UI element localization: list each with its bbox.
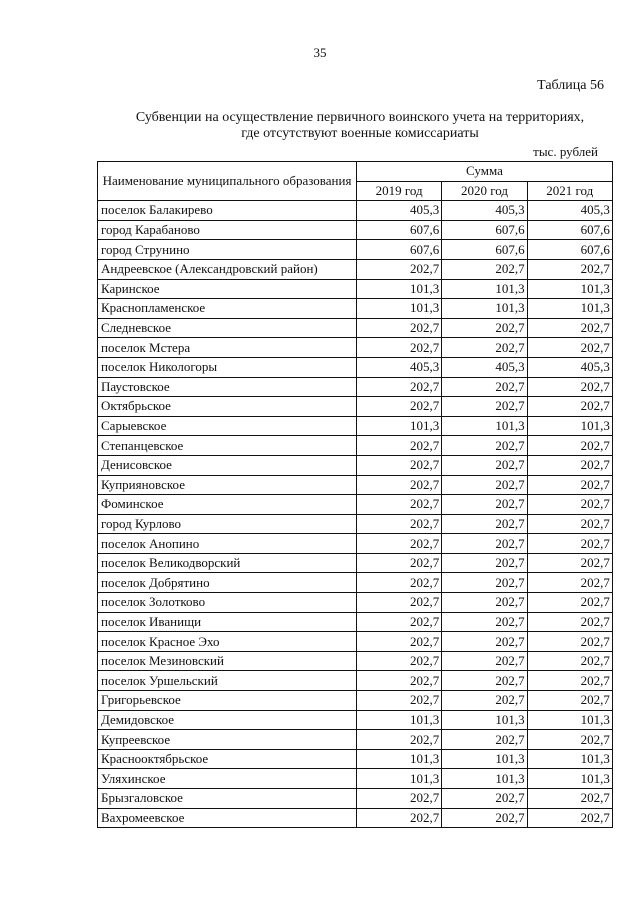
amount-cell-2020: 202,7 bbox=[442, 377, 527, 397]
municipality-name-cell: Григорьевское bbox=[98, 691, 357, 711]
amount-cell-2020: 101,3 bbox=[442, 769, 527, 789]
table-row bbox=[98, 436, 613, 456]
amount-cell-2021: 202,7 bbox=[527, 475, 612, 495]
municipality-name-cell: Андреевское (Александровский район) bbox=[98, 259, 357, 279]
municipality-name-cell: Краснооктябрьское bbox=[98, 749, 357, 769]
amount-cell-2019: 202,7 bbox=[357, 632, 442, 652]
amount-cell-2021: 101,3 bbox=[527, 416, 612, 436]
municipality-name-cell: город Карабаново bbox=[98, 220, 357, 240]
municipality-name-cell: поселок Никологоры bbox=[98, 357, 357, 377]
table-row bbox=[98, 220, 613, 240]
municipality-name-cell: поселок Иванищи bbox=[98, 612, 357, 632]
amount-cell-2020: 405,3 bbox=[442, 201, 527, 221]
amount-cell-2019: 202,7 bbox=[357, 495, 442, 515]
amount-cell-2020: 202,7 bbox=[442, 808, 527, 828]
amount-cell-2019: 202,7 bbox=[357, 377, 442, 397]
amount-cell-2020: 607,6 bbox=[442, 220, 527, 240]
amount-cell-2019: 202,7 bbox=[357, 612, 442, 632]
municipality-name-cell: Уляхинское bbox=[98, 769, 357, 789]
municipality-name-cell: поселок Красное Эхо bbox=[98, 632, 357, 652]
amount-cell-2021: 607,6 bbox=[527, 220, 612, 240]
amount-cell-2019: 202,7 bbox=[357, 475, 442, 495]
amount-cell-2019: 202,7 bbox=[357, 436, 442, 456]
municipality-name-cell: город Курлово bbox=[98, 514, 357, 534]
municipality-name-cell: Демидовское bbox=[98, 710, 357, 730]
table-row bbox=[98, 534, 613, 554]
amount-cell-2020: 202,7 bbox=[442, 475, 527, 495]
amount-cell-2020: 101,3 bbox=[442, 710, 527, 730]
table-row bbox=[98, 377, 613, 397]
municipality-name-cell: Каринское bbox=[98, 279, 357, 299]
table-row bbox=[98, 240, 613, 260]
amount-cell-2020: 202,7 bbox=[442, 730, 527, 750]
amount-cell-2021: 607,6 bbox=[527, 240, 612, 260]
municipality-name-cell: поселок Мезиновский bbox=[98, 651, 357, 671]
amount-cell-2020: 101,3 bbox=[442, 279, 527, 299]
amount-cell-2020: 202,7 bbox=[442, 259, 527, 279]
amount-cell-2020: 202,7 bbox=[442, 534, 527, 554]
amount-cell-2020: 101,3 bbox=[442, 416, 527, 436]
table-row bbox=[98, 789, 613, 809]
municipality-name-cell: поселок Золотково bbox=[98, 593, 357, 613]
amount-cell-2020: 202,7 bbox=[442, 514, 527, 534]
municipality-name-cell: Денисовское bbox=[98, 455, 357, 475]
amount-cell-2021: 202,7 bbox=[527, 593, 612, 613]
amount-cell-2020: 202,7 bbox=[442, 573, 527, 593]
municipality-name-cell: поселок Балакирево bbox=[98, 201, 357, 221]
amount-cell-2019: 202,7 bbox=[357, 789, 442, 809]
table-row bbox=[98, 710, 613, 730]
amount-cell-2021: 202,7 bbox=[527, 455, 612, 475]
amount-cell-2021: 101,3 bbox=[527, 749, 612, 769]
amount-cell-2021: 202,7 bbox=[527, 651, 612, 671]
amount-cell-2019: 202,7 bbox=[357, 651, 442, 671]
amount-cell-2021: 202,7 bbox=[527, 612, 612, 632]
page-number: 35 bbox=[313, 45, 327, 60]
amount-cell-2019: 101,3 bbox=[357, 416, 442, 436]
amount-cell-2019: 405,3 bbox=[357, 201, 442, 221]
column-header-year-2021: 2021 год bbox=[527, 181, 612, 201]
table-row bbox=[98, 455, 613, 475]
municipality-name-cell: поселок Уршельский bbox=[98, 671, 357, 691]
column-header-sum: Сумма bbox=[357, 162, 613, 182]
table-row bbox=[98, 299, 613, 319]
municipality-name-cell: Степанцевское bbox=[98, 436, 357, 456]
amount-cell-2020: 202,7 bbox=[442, 338, 527, 358]
amount-cell-2020: 607,6 bbox=[442, 240, 527, 260]
municipality-name-cell: Купреевское bbox=[98, 730, 357, 750]
amount-cell-2019: 202,7 bbox=[357, 259, 442, 279]
amount-cell-2021: 202,7 bbox=[527, 436, 612, 456]
amount-cell-2021: 202,7 bbox=[527, 377, 612, 397]
amount-cell-2020: 202,7 bbox=[442, 553, 527, 573]
column-header-name: Наименование муниципального образования bbox=[98, 162, 357, 201]
table-row bbox=[98, 416, 613, 436]
title-line-2: где отсутствуют военные комиссариаты bbox=[241, 126, 479, 141]
amount-cell-2020: 405,3 bbox=[442, 357, 527, 377]
amount-cell-2021: 202,7 bbox=[527, 495, 612, 515]
amount-cell-2021: 101,3 bbox=[527, 299, 612, 319]
table-row bbox=[98, 553, 613, 573]
table-row bbox=[98, 651, 613, 671]
amount-cell-2019: 202,7 bbox=[357, 808, 442, 828]
municipality-name-cell: Сарыевское bbox=[98, 416, 357, 436]
municipality-name-cell: Октябрьское bbox=[98, 397, 357, 417]
table-row bbox=[98, 259, 613, 279]
amount-cell-2020: 202,7 bbox=[442, 397, 527, 417]
table-row bbox=[98, 318, 613, 338]
amount-cell-2019: 202,7 bbox=[357, 691, 442, 711]
amount-cell-2019: 202,7 bbox=[357, 593, 442, 613]
amount-cell-2021: 202,7 bbox=[527, 789, 612, 809]
municipality-name-cell: Куприяновское bbox=[98, 475, 357, 495]
amount-cell-2021: 202,7 bbox=[527, 730, 612, 750]
amount-cell-2019: 202,7 bbox=[357, 514, 442, 534]
municipality-name-cell: Следневское bbox=[98, 318, 357, 338]
column-header-year-2020: 2020 год bbox=[442, 181, 527, 201]
table-row bbox=[98, 632, 613, 652]
amount-cell-2021: 101,3 bbox=[527, 769, 612, 789]
amount-cell-2019: 101,3 bbox=[357, 710, 442, 730]
table-row bbox=[98, 769, 613, 789]
amount-cell-2021: 202,7 bbox=[527, 573, 612, 593]
amount-cell-2019: 202,7 bbox=[357, 318, 442, 338]
amount-cell-2019: 202,7 bbox=[357, 730, 442, 750]
subventions-table bbox=[97, 161, 613, 828]
amount-cell-2019: 202,7 bbox=[357, 338, 442, 358]
amount-cell-2020: 202,7 bbox=[442, 651, 527, 671]
amount-cell-2019: 607,6 bbox=[357, 240, 442, 260]
amount-cell-2020: 202,7 bbox=[442, 671, 527, 691]
amount-cell-2019: 202,7 bbox=[357, 671, 442, 691]
municipality-name-cell: поселок Великодворский bbox=[98, 553, 357, 573]
amount-cell-2020: 202,7 bbox=[442, 436, 527, 456]
amount-cell-2021: 202,7 bbox=[527, 553, 612, 573]
header-row-top bbox=[98, 162, 613, 182]
amount-cell-2019: 202,7 bbox=[357, 455, 442, 475]
amount-cell-2020: 202,7 bbox=[442, 455, 527, 475]
amount-cell-2019: 101,3 bbox=[357, 749, 442, 769]
table-body bbox=[98, 201, 613, 828]
amount-cell-2019: 202,7 bbox=[357, 573, 442, 593]
amount-cell-2020: 101,3 bbox=[442, 299, 527, 319]
amount-cell-2021: 202,7 bbox=[527, 632, 612, 652]
units-label: тыс. рублей bbox=[533, 144, 598, 159]
amount-cell-2021: 101,3 bbox=[527, 279, 612, 299]
amount-cell-2020: 202,7 bbox=[442, 632, 527, 652]
table-row bbox=[98, 730, 613, 750]
municipality-name-cell: Паустовское bbox=[98, 377, 357, 397]
table-row bbox=[98, 573, 613, 593]
title-line-1: Субвенции на осуществление первичного воинского учета на территориях, bbox=[135, 110, 585, 125]
municipality-name-cell: город Струнино bbox=[98, 240, 357, 260]
amount-cell-2021: 405,3 bbox=[527, 357, 612, 377]
amount-cell-2021: 202,7 bbox=[527, 514, 612, 534]
table-row bbox=[98, 612, 613, 632]
amount-cell-2019: 405,3 bbox=[357, 357, 442, 377]
amount-cell-2020: 202,7 bbox=[442, 593, 527, 613]
document-title bbox=[100, 110, 620, 142]
amount-cell-2019: 607,6 bbox=[357, 220, 442, 240]
column-header-year-2019: 2019 год bbox=[357, 181, 442, 201]
municipality-name-cell: Краснопламенское bbox=[98, 299, 357, 319]
amount-cell-2020: 202,7 bbox=[442, 318, 527, 338]
amount-cell-2021: 101,3 bbox=[527, 710, 612, 730]
amount-cell-2020: 202,7 bbox=[442, 691, 527, 711]
amount-cell-2021: 202,7 bbox=[527, 338, 612, 358]
municipality-name-cell: поселок Мстера bbox=[98, 338, 357, 358]
amount-cell-2021: 202,7 bbox=[527, 318, 612, 338]
table-row bbox=[98, 397, 613, 417]
amount-cell-2021: 405,3 bbox=[527, 201, 612, 221]
municipality-name-cell: Фоминское bbox=[98, 495, 357, 515]
amount-cell-2020: 101,3 bbox=[442, 749, 527, 769]
amount-cell-2019: 101,3 bbox=[357, 769, 442, 789]
municipality-name-cell: поселок Добрятино bbox=[98, 573, 357, 593]
table-row bbox=[98, 749, 613, 769]
amount-cell-2021: 202,7 bbox=[527, 259, 612, 279]
table-row bbox=[98, 279, 613, 299]
amount-cell-2019: 202,7 bbox=[357, 534, 442, 554]
table-label: Таблица 56 bbox=[537, 78, 604, 93]
amount-cell-2021: 202,7 bbox=[527, 397, 612, 417]
amount-cell-2020: 202,7 bbox=[442, 495, 527, 515]
table-row bbox=[98, 808, 613, 828]
table-row bbox=[98, 495, 613, 515]
table-row bbox=[98, 514, 613, 534]
table-row bbox=[98, 593, 613, 613]
amount-cell-2019: 101,3 bbox=[357, 299, 442, 319]
amount-cell-2020: 202,7 bbox=[442, 789, 527, 809]
table-row bbox=[98, 691, 613, 711]
amount-cell-2021: 202,7 bbox=[527, 534, 612, 554]
amount-cell-2019: 202,7 bbox=[357, 553, 442, 573]
table-row bbox=[98, 201, 613, 221]
municipality-name-cell: поселок Анопино bbox=[98, 534, 357, 554]
table-row bbox=[98, 357, 613, 377]
amount-cell-2021: 202,7 bbox=[527, 691, 612, 711]
table-row bbox=[98, 475, 613, 495]
amount-cell-2021: 202,7 bbox=[527, 808, 612, 828]
amount-cell-2019: 101,3 bbox=[357, 279, 442, 299]
municipality-name-cell: Брызгаловское bbox=[98, 789, 357, 809]
municipality-name-cell: Вахромеевское bbox=[98, 808, 357, 828]
amount-cell-2021: 202,7 bbox=[527, 671, 612, 691]
amount-cell-2019: 202,7 bbox=[357, 397, 442, 417]
amount-cell-2020: 202,7 bbox=[442, 612, 527, 632]
table-row bbox=[98, 338, 613, 358]
table-row bbox=[98, 671, 613, 691]
